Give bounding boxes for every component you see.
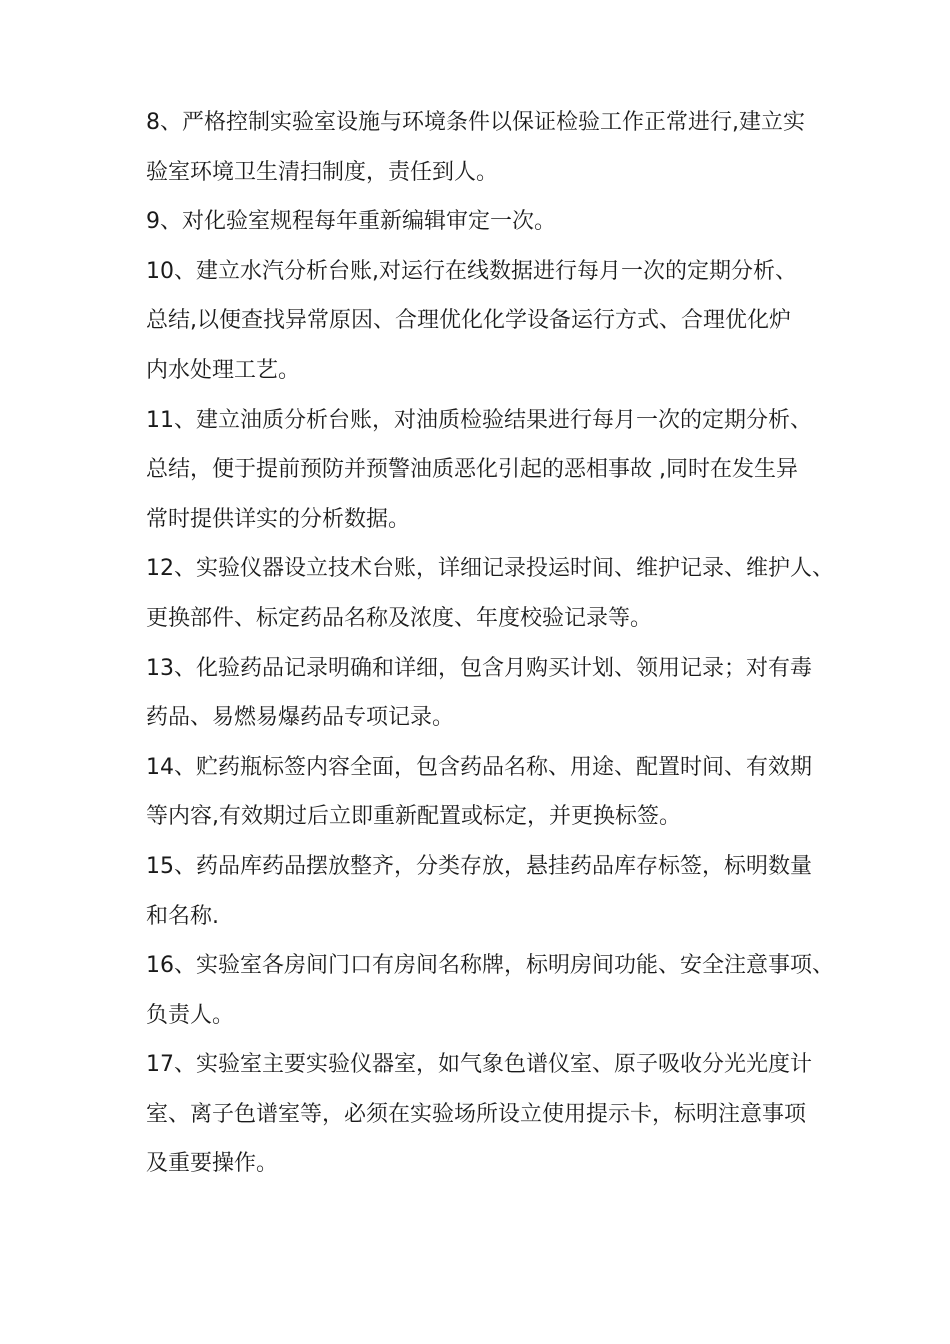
text-line: 负责人。 [146,1002,235,1028]
text-line: 药品、易燃易爆药品专项记录。 [146,705,455,731]
text-line: 和名称. [146,903,219,929]
text-line: 室、离子色谱室等，必须在实验场所设立使用提示卡，标明注意事项 [146,1101,807,1127]
document-body [146,98,834,1189]
text-line: 更换部件、标定药品名称及浓度、年度校验记录等。 [146,605,653,631]
text-line: 8、严格控制实验室设施与环境条件以保证检验工作正常进行,建立实 [146,110,805,135]
text-line: 常时提供详实的分析数据。 [146,506,411,532]
text-line: 10、建立水汽分析台账,对运行在线数据进行每月一次的定期分析、 [146,258,797,284]
text-line: 总结，便于提前预防并预警油质恶化引起的恶相事故 ,同时在发生异 [146,457,798,483]
text-line: 11、建立油质分析台账，对油质检验结果进行每月一次的定期分析、 [146,407,812,433]
text-line: 15、药品库药品摆放整齐，分类存放，悬挂药品库存标签，标明数量 [146,853,812,879]
text-line: 总结,以便查找异常原因、合理优化化学设备运行方式、合理优化炉 [146,308,791,334]
text-line: 内水处理工艺。 [146,357,301,383]
text-line: 16、实验室各房间门口有房间名称牌，标明房间功能、安全注意事项、 [146,953,834,979]
text-line: 9、对化验室规程每年重新编辑审定一次。 [146,209,556,235]
text-line: 及重要操作。 [146,1151,279,1177]
text-line: 17、实验室主要实验仪器室，如气象色谱仪室、原子吸收分光光度计 [146,1052,812,1078]
text-line: 13、化验药品记录明确和详细，包含月购买计划、领用记录；对有毒 [146,655,812,681]
text-line: 14、贮药瓶标签内容全面，包含药品名称、用途、配置时间、有效期 [146,754,812,780]
text-line: 验室环境卫生清扫制度，责任到人。 [146,159,499,185]
text-line: 12、实验仪器设立技术台账，详细记录投运时间、维护记录、维护人、 [146,556,834,582]
text-line: 等内容,有效期过后立即重新配置或标定，并更换标签。 [146,804,681,830]
